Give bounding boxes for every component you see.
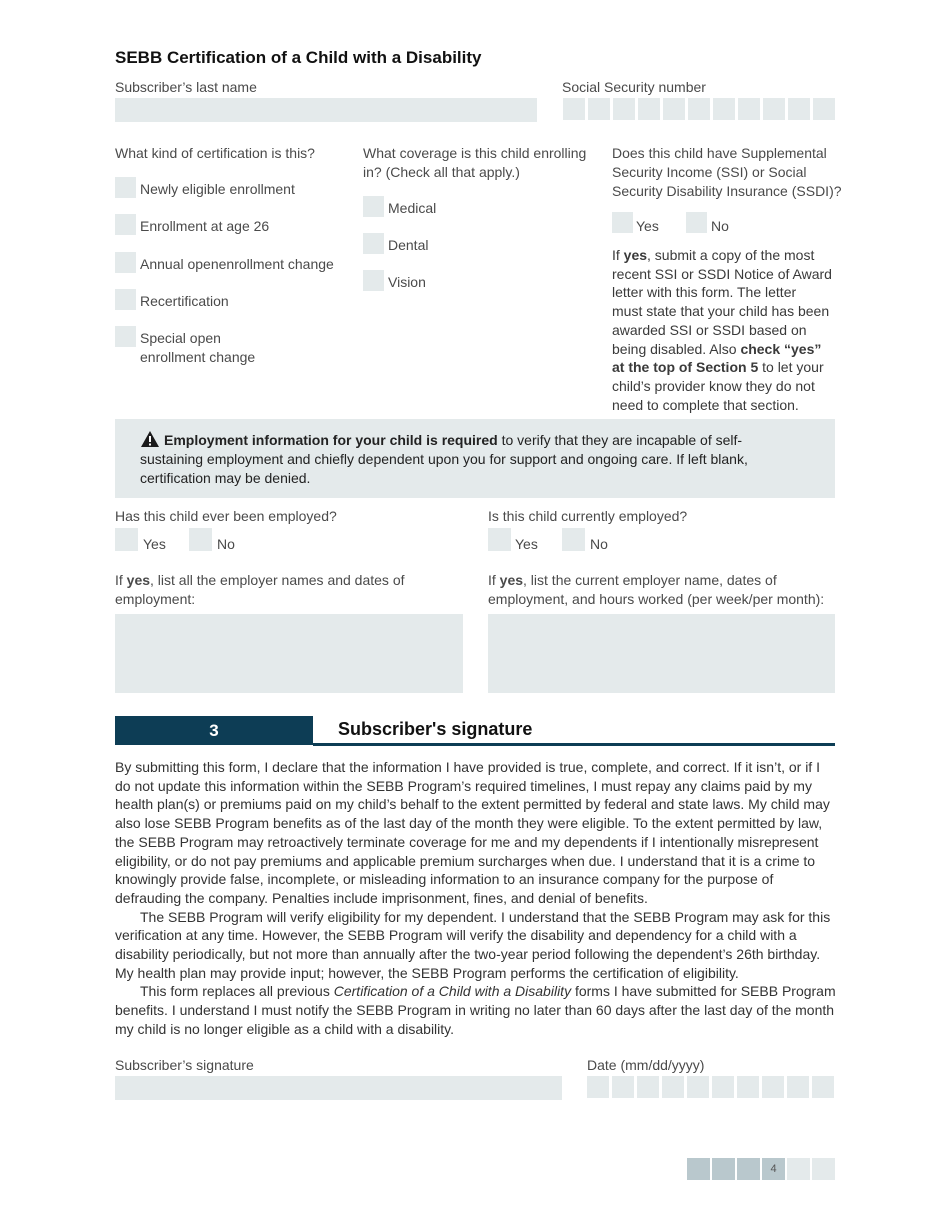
currently-employed-detail-label — [488, 571, 824, 609]
form-title: SEBB Certification of a Child with a Disability — [115, 48, 482, 67]
detail-text: , list the current employer name, dates of — [523, 572, 777, 588]
ssi-note-line: letter with this form. The letter — [612, 284, 797, 301]
ssi-note-bold: yes — [623, 247, 648, 263]
employment-banner-text — [140, 430, 800, 488]
vision-label: Vision — [388, 274, 426, 290]
special-open-enrollment-label — [140, 329, 255, 367]
detail-line2: employment: — [115, 591, 196, 607]
date-cell[interactable] — [687, 1076, 709, 1098]
para3-text: forms I have submitted for SEBB Program benefits. I understand I must notify the SEBB Program in writing no later than 60 days after the last day of the month my child is no longer eligible as a child with a disability. — [115, 983, 836, 1037]
medical-checkbox[interactable] — [363, 196, 384, 217]
ssn-cell[interactable] — [663, 98, 685, 120]
ssn-input[interactable] — [563, 98, 835, 120]
ssi-no-label: No — [711, 218, 729, 234]
ssi-question-line: Security Income (SSI) or Social — [612, 164, 807, 180]
ssn-cell[interactable] — [713, 98, 735, 120]
ever-employed-detail-label — [115, 571, 405, 609]
annual-open-enrollment-checkbox[interactable] — [115, 252, 136, 273]
ever-employed-detail-textarea[interactable] — [115, 614, 463, 693]
ssn-cell[interactable] — [613, 98, 635, 120]
subscriber-last-name-label: Subscriber’s last name — [115, 79, 257, 95]
date-cell[interactable] — [737, 1076, 759, 1098]
date-cell[interactable] — [612, 1076, 634, 1098]
ssi-question — [612, 144, 842, 201]
ssn-cell[interactable] — [788, 98, 810, 120]
page-indicator — [687, 1158, 835, 1180]
currently-employed-no-checkbox[interactable] — [562, 528, 585, 551]
ssi-note-line: child’s provider know they do not — [612, 377, 815, 394]
ssi-note-text: to let your — [758, 359, 824, 376]
annual-open-enrollment-label: Annual openenrollment change — [140, 256, 334, 272]
declaration-paragraph-3 — [115, 982, 837, 1038]
vision-checkbox[interactable] — [363, 270, 384, 291]
recertification-label: Recertification — [140, 293, 229, 309]
special-open-line1: Special open — [140, 330, 221, 346]
employment-banner — [115, 419, 835, 498]
ssi-note-line: must state that your child has been — [612, 303, 830, 320]
ssi-note-line: awarded SSI or SSDI based on — [612, 321, 807, 338]
ssn-label: Social Security number — [562, 79, 706, 95]
para3-form-title: Certification of a Child with a Disability — [333, 983, 572, 1000]
special-open-line2: enrollment change — [140, 349, 256, 365]
ssi-note-line: need to complete that section. — [612, 396, 799, 413]
ssi-note-text: being disabled. Also — [612, 340, 741, 357]
coverage-question-line2: in? (Check all that apply.) — [363, 164, 520, 180]
ssn-cell[interactable] — [763, 98, 785, 120]
signature-input[interactable] — [115, 1076, 562, 1100]
ssn-cell[interactable] — [688, 98, 710, 120]
currently-employed-yes-checkbox[interactable] — [488, 528, 511, 551]
section-rule — [313, 743, 835, 746]
page-block — [812, 1158, 835, 1180]
ssi-no-checkbox[interactable] — [686, 212, 707, 233]
date-input[interactable] — [587, 1076, 834, 1098]
ssn-cell[interactable] — [588, 98, 610, 120]
ssn-cell[interactable] — [738, 98, 760, 120]
ssi-yes-checkbox[interactable] — [612, 212, 633, 233]
page-block — [712, 1158, 735, 1180]
ssi-note-bold: at the top of Section 5 — [612, 359, 759, 376]
subscriber-last-name-input[interactable] — [115, 98, 537, 122]
ever-employed-question: Has this child ever been employed? — [115, 508, 337, 524]
section-number: 3 — [115, 716, 313, 745]
coverage-question — [363, 144, 586, 182]
employment-banner-rest: to verify that they are incapable of self-sustaining employment and chiefly dependent upon you for support and ongoing care. If left blank, certification may be denied. — [140, 432, 748, 486]
ssi-note-line: recent SSI or SSDI Notice of Award — [612, 265, 832, 282]
date-label: Date (mm/dd/yyyy) — [587, 1057, 705, 1073]
dental-label: Dental — [388, 237, 429, 253]
date-cell[interactable] — [812, 1076, 834, 1098]
ssi-note — [612, 246, 837, 414]
declaration-paragraph-1: By submitting this form, I declare that the information I have provided is true, complete, and correct. If it isn’t, or if I do not update this information within the SEBB Program’s required timelines, I must repay any claims paid by my health plan(s) or premiums paid on my child’s behalf to the extent permitted by federal and state laws. My child may also lose SEBB Program benefits as of the last day of the month they were eligible. To the extent permitted by law, the SEBB Program may retroactively terminate coverage for me and my dependents if I intentionally misrepresent eligibility, or do not pay premiums and applicable premium surcharges when due. I understand that it is a crime to knowingly provide false, incomplete, or misleading information to an insurance company for the purpose of defrauding the company. Penalties include imprisonment, fines, and denial of benefits. — [115, 759, 830, 906]
date-cell[interactable] — [712, 1076, 734, 1098]
page-block — [737, 1158, 760, 1180]
declaration-paragraph-2: The SEBB Program will verify eligibility for my dependent. I understand that the SEBB Program may ask for this verification at any time. However, the SEBB Program will verify the disability and dependency for a child with a disability periodically, but not more than annually after the two-year period following the dependent’s 26th birthday. My health plan may provide input; however, the SEBB Program performs the certification of eligibility. — [115, 908, 831, 981]
currently-employed-yes-label: Yes — [515, 536, 538, 552]
detail-line2: employment, and hours worked (per week/per month): — [488, 591, 825, 607]
detail-if: If — [115, 572, 127, 588]
certification-question: What kind of certification is this? — [115, 145, 315, 161]
date-cell[interactable] — [637, 1076, 659, 1098]
page-number: 4 — [762, 1158, 785, 1180]
ssi-yes-label: Yes — [636, 218, 659, 234]
para3-text: This form replaces all previous — [140, 983, 334, 1000]
date-cell[interactable] — [762, 1076, 784, 1098]
section-title: Subscriber's signature — [338, 719, 533, 739]
newly-eligible-checkbox[interactable] — [115, 177, 136, 198]
recertification-checkbox[interactable] — [115, 289, 136, 310]
currently-employed-no-label: No — [590, 536, 608, 552]
signature-label: Subscriber’s signature — [115, 1057, 254, 1073]
ever-employed-no-label: No — [217, 536, 235, 552]
age-26-label: Enrollment at age 26 — [140, 218, 270, 234]
age-26-checkbox[interactable] — [115, 214, 136, 235]
currently-employed-detail-textarea[interactable] — [488, 614, 835, 693]
date-cell[interactable] — [662, 1076, 684, 1098]
detail-yes-bold: yes — [126, 572, 151, 588]
detail-yes-bold: yes — [499, 572, 524, 588]
warning-triangle-icon — [140, 430, 160, 448]
ever-employed-yes-label: Yes — [143, 536, 166, 552]
detail-text: , list all the employer names and dates of — [150, 572, 405, 588]
ever-employed-no-checkbox[interactable] — [189, 528, 212, 551]
currently-employed-question: Is this child currently employed? — [488, 508, 688, 524]
special-open-enrollment-checkbox[interactable] — [115, 326, 136, 347]
ssi-note-text: If — [612, 247, 624, 263]
date-cell[interactable] — [787, 1076, 809, 1098]
detail-if: If — [488, 572, 500, 588]
ssi-note-text: , submit a copy of the most — [647, 247, 815, 263]
date-cell[interactable] — [587, 1076, 609, 1098]
page-block — [687, 1158, 710, 1180]
ssn-cell[interactable] — [638, 98, 660, 120]
ssi-note-bold: check “yes” — [740, 340, 822, 357]
medical-label: Medical — [388, 200, 437, 216]
ssi-question-line: Does this child have Supplemental — [612, 145, 827, 161]
page-block — [787, 1158, 810, 1180]
ever-employed-yes-checkbox[interactable] — [115, 528, 138, 551]
ssi-question-line: Security Disability Insurance (SSDI)? — [612, 183, 842, 199]
newly-eligible-label: Newly eligible enrollment — [140, 181, 295, 197]
declaration-text — [115, 758, 837, 1039]
ssn-cell[interactable] — [563, 98, 585, 120]
dental-checkbox[interactable] — [363, 233, 384, 254]
employment-banner-bold: Employment information for your child is required — [164, 432, 498, 448]
coverage-question-line1: What coverage is this child enrolling — [363, 145, 587, 161]
ssn-cell[interactable] — [813, 98, 835, 120]
